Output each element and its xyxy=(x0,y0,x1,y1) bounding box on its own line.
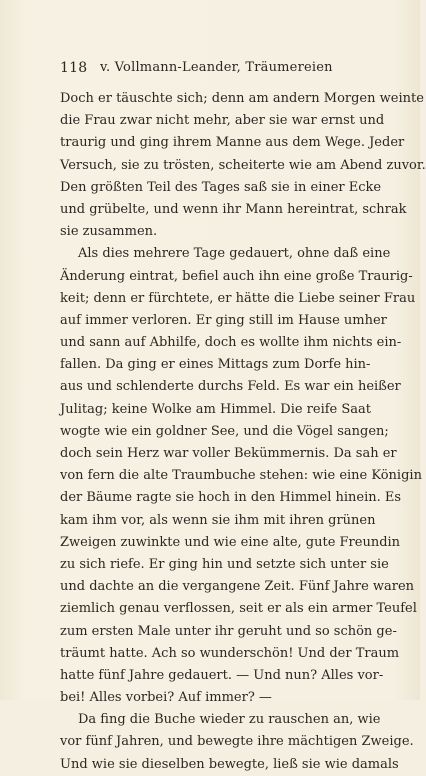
text-line: und dachte an die vergangene Zeit. Fünf Jahre waren xyxy=(60,579,415,595)
text-line: Doch er täuschte sich; denn am andern Morgen weinte xyxy=(60,91,424,106)
text-line: auf immer verloren. Er ging still im Hause umher xyxy=(60,312,387,328)
page-number: 118 xyxy=(60,60,88,76)
text-line: zum ersten Male unter ihr geruht und so schön ge- xyxy=(60,623,397,639)
text-line: wogte wie ein goldner See, und die Vögel sangen; xyxy=(60,423,389,439)
text-line: hatte fünf Jahre gedauert. — Und nun? Alles vor- xyxy=(60,667,384,683)
text-line: Als dies mehrere Tage gedauert, ohne daß eine xyxy=(78,246,391,262)
page-header xyxy=(60,60,370,82)
text-line: vor fünf Jahren, und bewegte ihre mächtigen Zweige. xyxy=(60,734,414,750)
text-line: ziemlich genau verflossen, seit er als ein armer Teufel xyxy=(60,601,417,617)
text-line: und sann auf Abhilfe, doch es wollte ihm nichts ein- xyxy=(60,335,402,351)
text-line: die Frau zwar nicht mehr, aber sie war ernst und xyxy=(60,113,385,129)
text-line: sie zusammen. xyxy=(60,224,158,240)
text-line: kam ihm vor, als wenn sie ihm mit ihren grünen xyxy=(60,512,376,528)
text-line: Versuch, sie zu trösten, scheiterte wie am Abend zuvor. xyxy=(60,157,426,173)
text-line: von fern die alte Traumbuche stehen: wie eine Königin xyxy=(60,468,422,484)
text-line: und grübelte, und wenn ihr Mann hereintrat, schrak xyxy=(60,201,407,217)
text-line: aus und schlenderte durchs Feld. Es war ein heißer xyxy=(60,379,401,395)
text-line: Den größten Teil des Tages saß sie in einer Ecke xyxy=(60,179,382,195)
text-line: Änderung eintrat, befiel auch ihn eine große Traurig- xyxy=(60,268,413,284)
text-line: keit; denn er fürchtete, er hätte die Liebe seiner Frau xyxy=(60,290,416,306)
text-line: Da fing die Buche wieder zu rauschen an, wie xyxy=(78,712,381,728)
text-line: Julitag; keine Wolke am Himmel. Die reife Saat xyxy=(60,401,372,417)
text-line: Und wie sie dieselben bewegte, ließ sie wie damals xyxy=(60,756,399,772)
text-line: traurig und ging ihrem Manne aus dem Wege. Jeder xyxy=(60,135,405,151)
text-line: träumt hatte. Ach so wunderschön! Und der Traum xyxy=(60,645,400,661)
text-line: der Bäume ragte sie hoch in den Himmel hinein. Es xyxy=(60,490,402,506)
text-line: Zweigen zuwinkte und wie eine alte, gute Freundin xyxy=(60,534,401,550)
text-line: fallen. Da ging er eines Mittags zum Dorfe hin- xyxy=(60,357,371,373)
text-line: bei! Alles vorbei? Auf immer? — xyxy=(60,690,272,706)
text-line: doch sein Herz war voller Bekümmernis. Da sah er xyxy=(60,446,397,461)
body-text xyxy=(60,88,426,776)
text-line: zu sich riefe. Er ging hin und setzte sich unter sie xyxy=(60,556,389,572)
running-head: v. Vollmann-Leander, Träumereien xyxy=(100,60,333,75)
